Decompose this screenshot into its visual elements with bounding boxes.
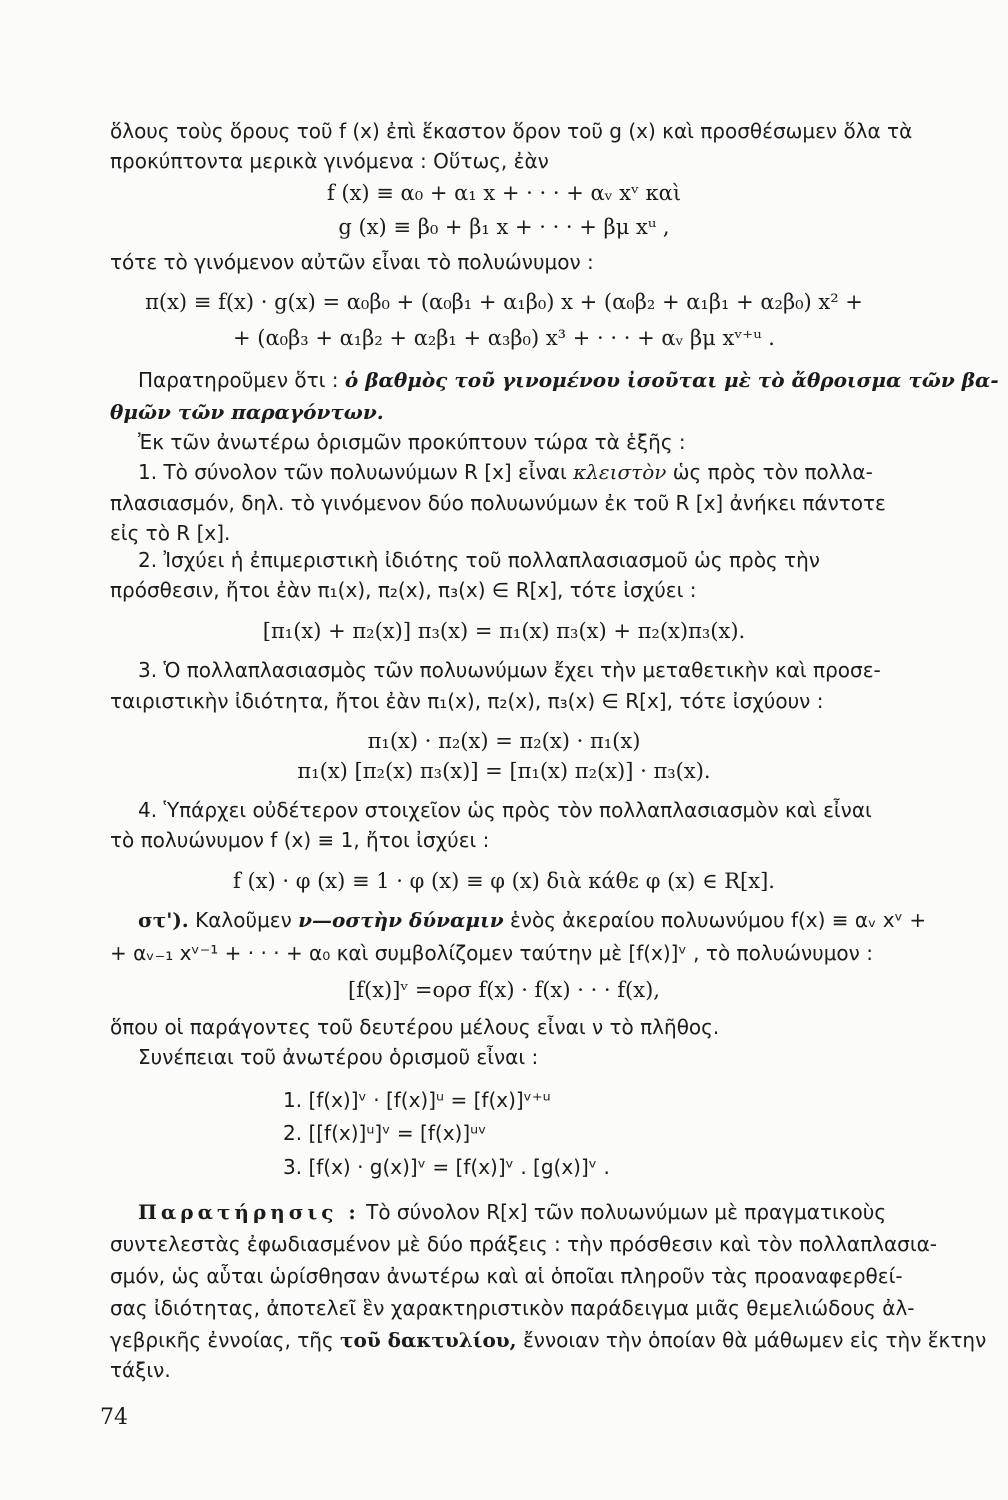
text-line: ὅπου οἱ παράγοντες τοῦ δευτέρου μέλους εἶναι ν τὸ πλῆθος. — [110, 1015, 720, 1039]
text-line — [110, 1325, 987, 1355]
text-line: εἰς τὸ R [x]. — [110, 521, 231, 545]
formula-f: f (x) ≡ α₀ + α₁ x + · · · + αᵥ xᵛ καὶ — [326, 181, 682, 205]
text-line: πλασιασμόν, δηλ. τὸ γινόμενον δύο πολυωνύμων ἐκ τοῦ R [x] ἀνήκει πάντοτε — [110, 491, 886, 515]
formula-g: g (x) ≡ β₀ + β₁ x + · · · + βμ xᵘ , — [338, 215, 670, 239]
theorem-statement: ὁ βαθμὸς τοῦ γινομένου ἰσοῦται μὲ τὸ ἄθροισμα τῶν βα- — [344, 368, 999, 392]
text-line: τότε τὸ γινόμενον αὐτῶν εἶναι τὸ πολυώνυμον : — [110, 250, 594, 274]
list-item-2: 2. Ἰσχύει ἡ ἐπιμεριστικὴ ἰδιότης τοῦ πολλαπλασιασμοῦ ὡς πρὸς τὴν — [138, 548, 820, 572]
text-line: σας ἰδιότητας, ἀποτελεῖ ἓν χαρακτηριστικὸν παράδειγμα μιᾶς θεμελιώδους ἀλ- — [110, 1296, 915, 1320]
text-span: ἔννοιαν τὴν ὁποίαν θὰ μάθωμεν εἰς τὴν ἕκτην — [522, 1328, 987, 1352]
consequence-1: 1. [f(x)]ᵛ · [f(x)]ᵘ = [f(x)]ᵛ⁺ᵘ — [283, 1088, 551, 1112]
emphasis-closed: κλειστὸν — [573, 460, 667, 484]
remark-line — [138, 1197, 948, 1227]
formula-product-1: π(x) ≡ f(x) · g(x) = α₀β₀ + (α₀β₁ + α₁β₀) x + (α₀β₂ + α₁β₁ + α₂β₀) x² + — [145, 290, 863, 314]
term-nth-power: ν—οστὴν δύναμιν — [298, 908, 504, 932]
list-item-3: 3. Ὁ πολλαπλασιασμὸς τῶν πολυωνύμων ἔχει τὴν μεταθετικὴν καὶ προσε- — [138, 658, 881, 682]
text-span: Καλοῦμεν — [195, 908, 292, 932]
list-item-1 — [138, 457, 948, 487]
consequence-2: 2. [[f(x)]ᵘ]ᵛ = [f(x)]ᵘᵛ — [283, 1121, 487, 1145]
section-label: στ'). — [138, 908, 189, 932]
list-item-4: 4. Ὑπάρχει οὐδέτερον στοιχεῖον ὡς πρὸς τὸν πολλαπλασιασμὸν καὶ εἶναι — [138, 798, 872, 822]
page-number: 74 — [100, 1405, 128, 1430]
formula-commutative: π₁(x) · π₂(x) = π₂(x) · π₁(x) — [367, 729, 641, 753]
definition-line — [138, 905, 948, 935]
term-ring: τοῦ δακτυλίου, — [340, 1328, 517, 1352]
remark-heading: Παρατήρησις : — [138, 1200, 360, 1224]
text-span: 1. Τὸ σύνολον τῶν πολυωνύμων R [x] εἶναι — [138, 460, 567, 484]
text-line: Συνέπειαι τοῦ ἀνωτέρου ὁρισμοῦ εἶναι : — [138, 1045, 539, 1069]
formula-identity: f (x) · φ (x) ≡ 1 · φ (x) ≡ φ (x) διὰ κάθε φ (x) ∈ R[x]. — [233, 869, 775, 893]
text-span: ὡς πρὸς τὸν πολλα- — [672, 460, 873, 484]
text-line: συντελεστὰς ἐφωδιασμένον μὲ δύο πράξεις : τὴν πρόσθεσιν καὶ τὸν πολλαπλασια- — [110, 1232, 937, 1256]
text-line: ταιριστικὴν ἰδιότητα, ἤτοι ἐὰν π₁(x), π₂(x), π₃(x) ∈ R[x], τότε ἰσχύουν : — [110, 689, 824, 713]
text-span: Παρατηροῦμεν ὅτι : — [138, 368, 339, 392]
text-span: γεβρικῆς ἐννοίας, τῆς — [110, 1328, 334, 1352]
formula-distributive: [π₁(x) + π₂(x)] π₃(x) = π₁(x) π₃(x) + π₂(x)π₃(x). — [262, 619, 746, 643]
formula-product-2: + (α₀β₃ + α₁β₂ + α₂β₁ + α₃β₀) x³ + · · · + αᵥ βμ xᵛ⁺ᵘ . — [233, 326, 775, 350]
text-line — [138, 365, 999, 395]
text-span: Τὸ σύνολον R[x] τῶν πολυωνύμων μὲ πραγματικοὺς — [366, 1200, 887, 1224]
text-line: προκύπτοντα μερικὰ γινόμενα : Οὕτως, ἐὰν — [110, 149, 549, 173]
text-line: πρόσθεσιν, ἤτοι ἐὰν π₁(x), π₂(x), π₃(x) ∈ R[x], τότε ἰσχύει : — [110, 578, 697, 602]
text-line: ὅλους τοὺς ὅρους τοῦ f (x) ἐπὶ ἕκαστον ὅρον τοῦ g (x) καὶ προσθέσωμεν ὅλα τὰ — [110, 119, 913, 143]
theorem-statement-cont: θμῶν τῶν παραγόντων. — [110, 400, 384, 424]
text-line: τάξιν. — [110, 1358, 171, 1382]
text-span: ἑνὸς ἀκεραίου πολυωνύμου f(x) ≡ αᵥ xᵛ + — [509, 908, 927, 932]
text-line: + αᵥ₋₁ xᵛ⁻¹ + · · · + α₀ καὶ συμβολίζομεν ταύτην μὲ [f(x)]ᵛ , τὸ πολυώνυμον : — [110, 941, 873, 965]
formula-power-def: [f(x)]ᵛ =ορσ f(x) · f(x) · · · f(x), — [348, 978, 660, 1002]
text-line: σμόν, ὡς αὗται ὡρίσθησαν ἀνωτέρω καὶ αἱ ὁποῖαι πληροῦν τὰς προαναφερθεί- — [110, 1264, 903, 1288]
text-line: Ἐκ τῶν ἀνωτέρω ὁρισμῶν προκύπτουν τώρα τὰ ἑξῆς : — [138, 430, 686, 454]
consequence-3: 3. [f(x) · g(x)]ᵛ = [f(x)]ᵛ . [g(x)]ᵛ . — [283, 1155, 610, 1179]
formula-associative: π₁(x) [π₂(x) π₃(x)] = [π₁(x) π₂(x)] · π₃(x). — [297, 759, 711, 783]
text-line: τὸ πολυώνυμον f (x) ≡ 1, ἤτοι ἰσχύει : — [110, 828, 490, 852]
